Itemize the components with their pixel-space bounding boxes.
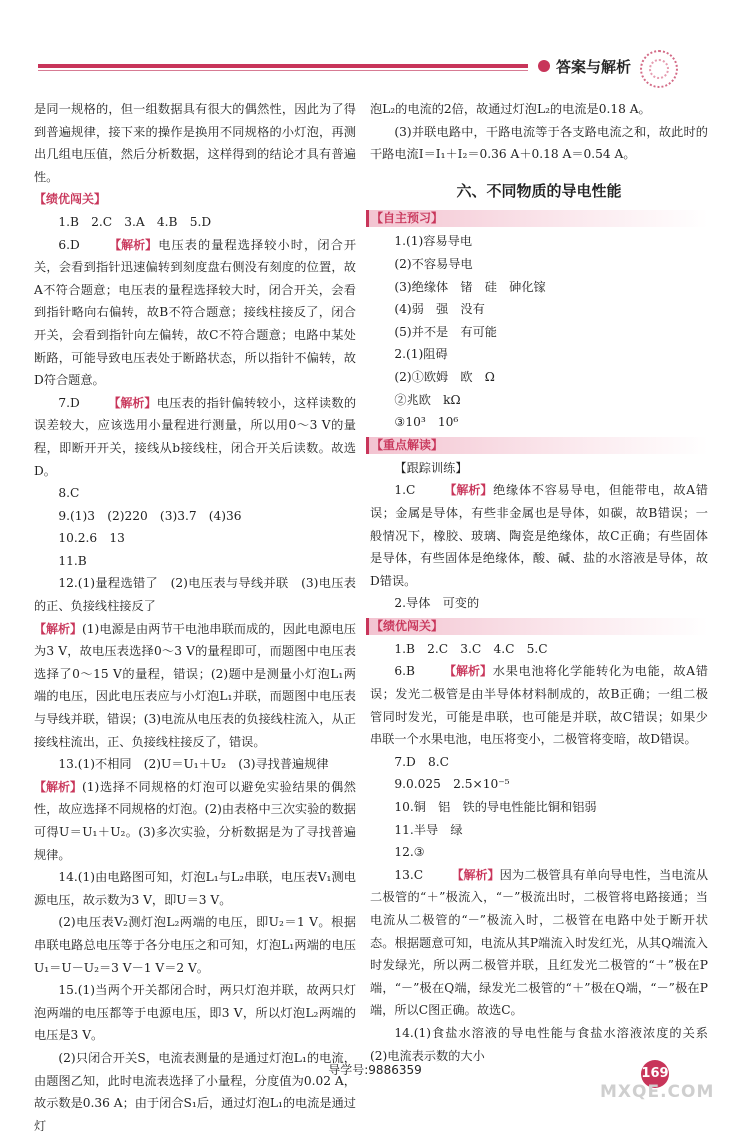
answer-paragraph: 14.(1)由电路图可知，灯泡L₁与L₂串联，电压表V₁测电源电压，故示数为3 V，即U＝3 V。	[34, 870, 356, 907]
answer-line: 8.C	[58, 486, 80, 501]
answer-paragraph: 14.(1)食盐水溶液的导电性能与食盐水溶液浓度的关系 (2)电流表示数的大小	[370, 1025, 721, 1063]
answer-line: (4)弱 强 没有	[394, 302, 485, 317]
answer-paragraph: 6.B 【 解析 】 水果电池将化学能转化为电能，故A错误；发光二极管是由半导体材料制成的，故B正确；一组二极管同时发光，可能是串联，也可能是并联，故C错误；如果少串联一个水果电池，电压将变小，二极管将变暗，故D错误。	[370, 660, 708, 750]
answer-paragraph: 7.D 【 解析 】 电压表的指针偏转较小，这样读数的误差较大，应该选用小量程进行测量，所以用0～3 V的量程，即断开开关，接线从b接线柱，闭合开关后读数。故选D。	[34, 392, 356, 482]
header-bullet-icon	[538, 60, 550, 72]
answer-line: 11.半导 绿	[394, 822, 463, 837]
section-bar	[366, 437, 708, 454]
answer-paragraph: 【 解析 】 (1)选择不同规格的灯泡可以避免实验结果的偶然性，故应选择不同规格的灯泡。(2)由表格中三次实验的数据可得U＝U₁＋U₂。(3)多次实验，分析数据是为了寻找普遍规律。	[34, 776, 356, 866]
answer-line: (5)并不是 有可能	[394, 324, 497, 339]
answer-paragraph: 6.D 【 解析 】 电压表的量程选择较小时，闭合开关，会看到指针迅速偏转到刻度盘右侧没有刻度的位置，故A不符合题意；电压表的量程选择较大时，闭合开关，会看到指针略向右偏转，故B不符合题意；接线柱接反了，闭合开关，会看到指针向左偏转，故C不符合题意；电路中某处断路，可能导致电压表处于断路状态，所以指针不偏转，故D符合题意。	[34, 234, 356, 392]
answer-line: ②兆欧 kΩ	[394, 392, 461, 407]
answer-line: 13.(1)不相同 (2)U＝U₁＋U₂ (3)寻找普遍规律	[58, 757, 329, 772]
section-bar	[366, 618, 708, 635]
answer-line: 9.(1)3 (2)220 (3)3.7 (4)36	[58, 508, 242, 523]
answer-paragraph: 泡L₂的电流的2倍，故通过灯泡L₂的电流是0.18 A。	[370, 102, 651, 116]
header-title: 答案与解析	[556, 58, 632, 76]
right-column	[370, 98, 721, 1067]
answer-line: (3)绝缘体 锗 硅 砷化镓	[394, 279, 546, 294]
left-column	[34, 98, 356, 1137]
answer-line: 11.B	[58, 553, 87, 568]
analysis-tag: 【 解析 】	[34, 618, 82, 641]
answer-line: 10.铜 铝 铁的导电性能比铜和铝弱	[394, 800, 597, 815]
footer-guide-number: 导学号:9886359	[328, 1063, 422, 1077]
section-title: 六、不同物质的导电性能	[456, 181, 622, 200]
answer-line: (2)①欧姆 欧 Ω	[394, 369, 495, 384]
answer-paragraph: 【 解析 】 (1)电源是由两节干电池串联而成的，因此电源电压为3 V，故电压表选择0～3 V的量程即可，而题图中电压表选择了0～15 V的量程，错误；(2)题中是测量小灯泡L₁两端的电压，因此电压表应与小灯泡L₁并联，而题图中电压表与导线并联，错误；(3)电流从电压表的负接线柱流入，从正接线柱流出，正、负接线柱接反了，错误。	[34, 618, 356, 754]
subsection-label: 【跟踪训练】	[394, 460, 468, 475]
answer-line: 9.0.025 2.5×10⁻⁵	[394, 777, 510, 792]
answer-paragraph: (2)电压表V₂测灯泡L₂两端的电压，即U₂＝1 V。根据串联电路总电压等于各分电压之和可知，灯泡L₁两端的电压U₁＝U－U₂＝3 V－1 V＝2 V。	[34, 915, 356, 975]
analysis-tag: 【 解析 】	[420, 660, 492, 683]
answer-paragraph: (3)并联电路中，干路电流等于各支路电流之和，故此时的干路电流I＝I₁＋I₂＝0.36 A＋0.18 A＝0.54 A。	[370, 124, 708, 162]
analysis-tag: 【 解析 】	[84, 392, 156, 415]
answer-paragraph: 15.(1)当两个开关都闭合时，两只灯泡并联，故两只灯泡两端的电压都等于电源电压，即3 V，所以灯泡L₂两端的电压是3 V。	[34, 983, 356, 1043]
watermark: MXQE.COM	[600, 1082, 715, 1102]
answer-line: 1.B 2.C 3.C 4.C 5.C	[394, 641, 548, 656]
analysis-tag: 【 解析 】	[427, 864, 499, 887]
answer-paragraph: 12.(1)量程选错了 (2)电压表与导线并联 (3)电压表的正、负接线柱接反了	[34, 576, 356, 614]
decorative-flower-icon	[640, 50, 678, 88]
header-rule-thin	[38, 70, 528, 71]
section-bar	[366, 210, 708, 227]
header-rule	[38, 64, 528, 68]
tag-label: 【 自主预习 】	[371, 210, 443, 227]
answer-paragraph: (2)只闭合开关S，电流表测量的是通过灯泡L₁的电流，由题图乙知，此时电流表选择了小量程，分度值为0.02 A，故示数是0.36 A；由于闭合S₁后，通过灯泡L₁的电流是通过灯	[34, 1050, 356, 1133]
answer-paragraph: 13.C 【 解析 】 因为二极管具有单向导电性，当电流从二极管的“＋”极流入，“－”极流出时，二极管将电路接通；当电流从二极管的“－”极流入时，二极管在电路中处于断开状态。根据题意可知，电流从其P端流入时发红光，从其Q端流入时发绿光，所以两二极管并联，且红发光二极管的“＋”极在P端，“－”极在Q端，绿发光二极管的“＋”极在Q端，“－”极在P端，所以C图正确。故选C。	[370, 864, 708, 1022]
answer-line: 12.③	[394, 845, 425, 860]
answer-line: 10.2.6 13	[58, 531, 125, 546]
analysis-tag: 【 解析 】	[85, 234, 157, 257]
tag-label: 【 绩优闯关 】	[371, 618, 443, 635]
answer-line: 2.导体 可变的	[394, 596, 480, 611]
analysis-tag: 【 解析 】	[420, 479, 492, 502]
answer-line: ③10³ 10⁶	[394, 415, 459, 430]
answer-paragraph: 1.C 【 解析 】 绝缘体不容易导电，但能带电，故A错误；金属是导体，有些非金属也是导体，如碳，故B错误；一般情况下，橡胶、玻璃、陶瓷是绝缘体，故C正确；有些固体是导体，有些固体是绝缘体，酸、碱、盐的水溶液是导体，故D错误。	[370, 479, 708, 592]
answer-line: 1.(1)容易导电	[394, 234, 473, 249]
analysis-tag: 【 解析 】	[34, 776, 82, 799]
section-tag	[34, 188, 356, 211]
answer-line: 2.(1)阻碍	[394, 347, 448, 362]
page-number: 169	[641, 1060, 669, 1088]
tag-label: 【 重点解读 】	[371, 437, 443, 454]
answer-line: 1.B 2.C 3.A 4.B 5.D	[58, 214, 212, 229]
answer-line: 7.D 8.C	[394, 754, 449, 769]
tag-label: 【 绩优闯关 】	[34, 188, 106, 211]
answer-paragraph: 是同一规格的，但一组数据具有很大的偶然性，因此为了得到普遍规律，接下来的操作是换用不同规格的小灯泡，再测出几组电压值，然后分析数据，这样得到的结论才具有普遍性。	[34, 102, 356, 184]
answer-line: (2)不容易导电	[394, 256, 473, 271]
